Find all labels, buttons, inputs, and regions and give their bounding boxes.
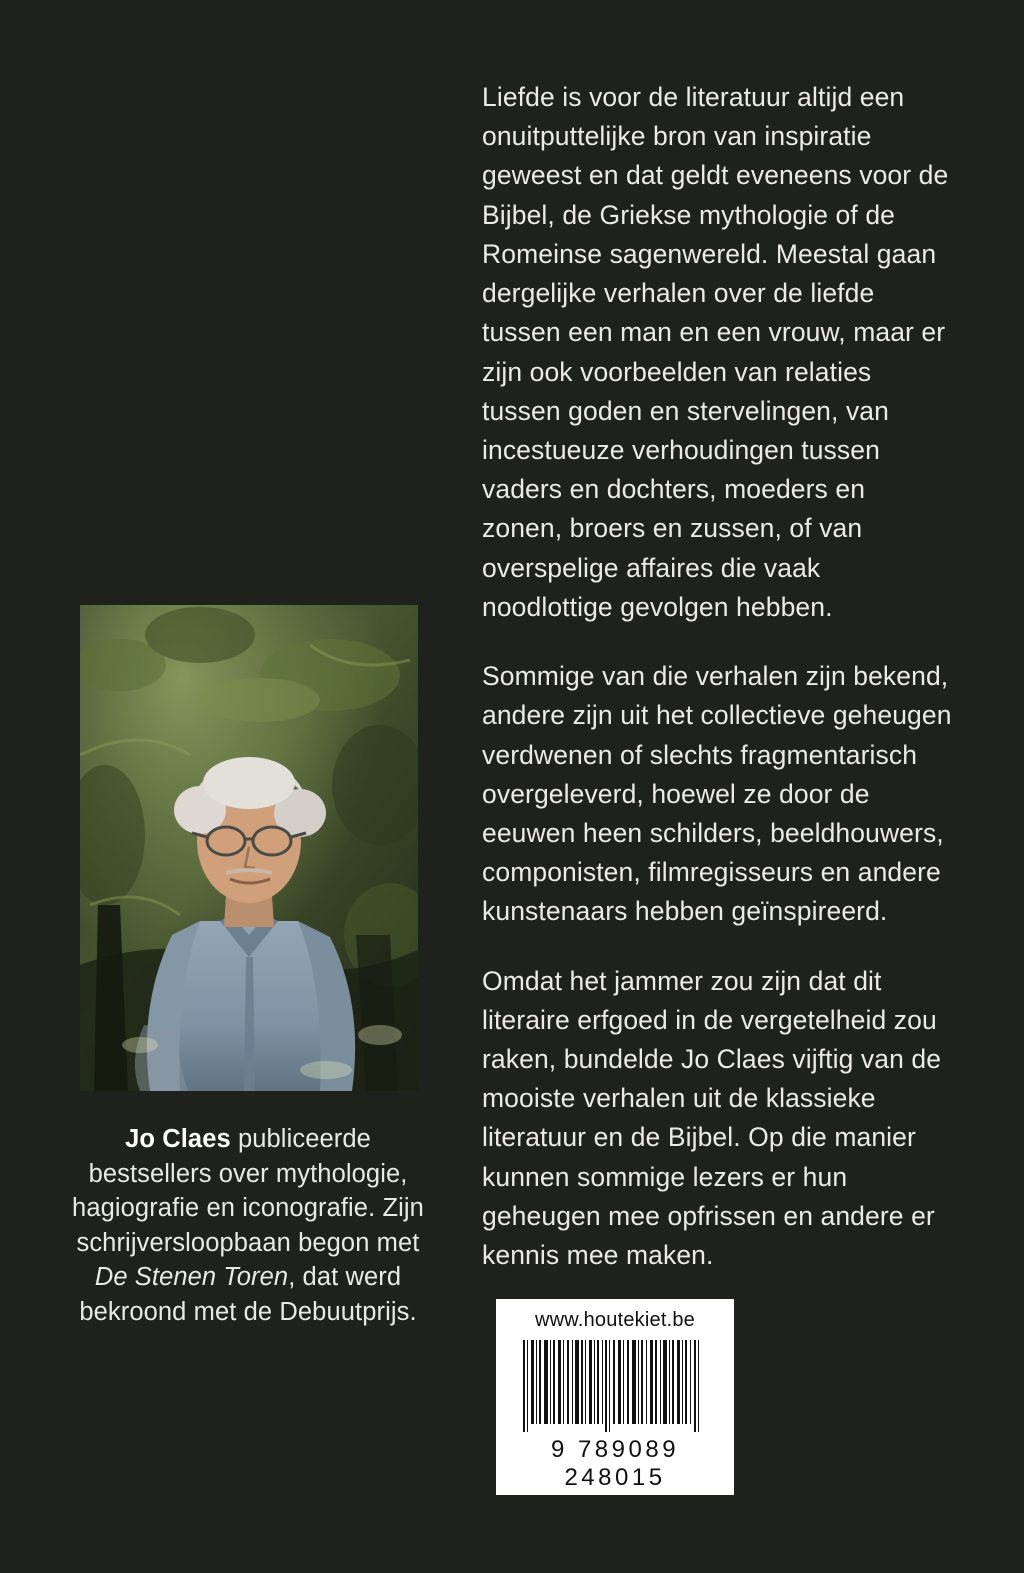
author-portrait-image <box>80 605 418 1091</box>
blurb-paragraph-1: Liefde is voor de literatuur altijd een onuitputtelijke bron van inspiratie geweest en dat geldt eveneens voor de Bijbel, de Griekse mythologie of de Romeinse sagenwereld. Meestal gaan dergelijke verhalen over de liefde tussen een man en een vrouw, maar er zijn ook voorbeelden van relaties tussen goden en stervelingen, van incestueuze verhoudingen tussen vaders en dochters, moeders en zonen, broers en zussen, of van overspelige affaires die vaak noodlottige gevolgen hebben. <box>482 82 949 622</box>
publisher-website: www.houtekiet.be <box>535 1309 695 1331</box>
author-bio <box>72 1122 424 1329</box>
author-name: Jo Claes <box>125 1125 231 1153</box>
author-bio-part-2: , dat werd bekroond met de Debuutprijs. <box>79 1263 417 1326</box>
barcode-panel <box>496 1299 734 1495</box>
blurb-text <box>482 78 952 1275</box>
barcode-number: 9 789089 248015 <box>550 1436 680 1491</box>
blurb-paragraph-2: Sommige van die verhalen zijn bekend, andere zijn uit het collectieve geheugen verdwenen of slechts fragmentarisch overgeleverd, hoewel ze door de eeuwen heen schilders, beeldhouwers, componisten, filmregisseurs en andere kunstenaars hebben geïnspireerd. <box>482 661 952 927</box>
author-bio-part-1: publiceerde bestsellers over mythologie, hagiografie en iconografie. Zijn schrijversloopbaan begon met <box>72 1125 424 1257</box>
author-portrait-photo <box>80 605 418 1091</box>
author-book-title: De Stenen Toren <box>94 1263 289 1292</box>
barcode-image <box>515 1338 715 1434</box>
blurb-paragraph-3: Omdat het jammer zou zijn dat dit literaire erfgoed in de vergetelheid zou raken, bundelde Jo Claes vijftig van de mooiste verhalen uit de klassieke literatuur en de Bijbel. Op die manier kunnen sommige lezers er hun geheugen mee opfrissen en andere er kennis mee maken. <box>482 965 942 1271</box>
